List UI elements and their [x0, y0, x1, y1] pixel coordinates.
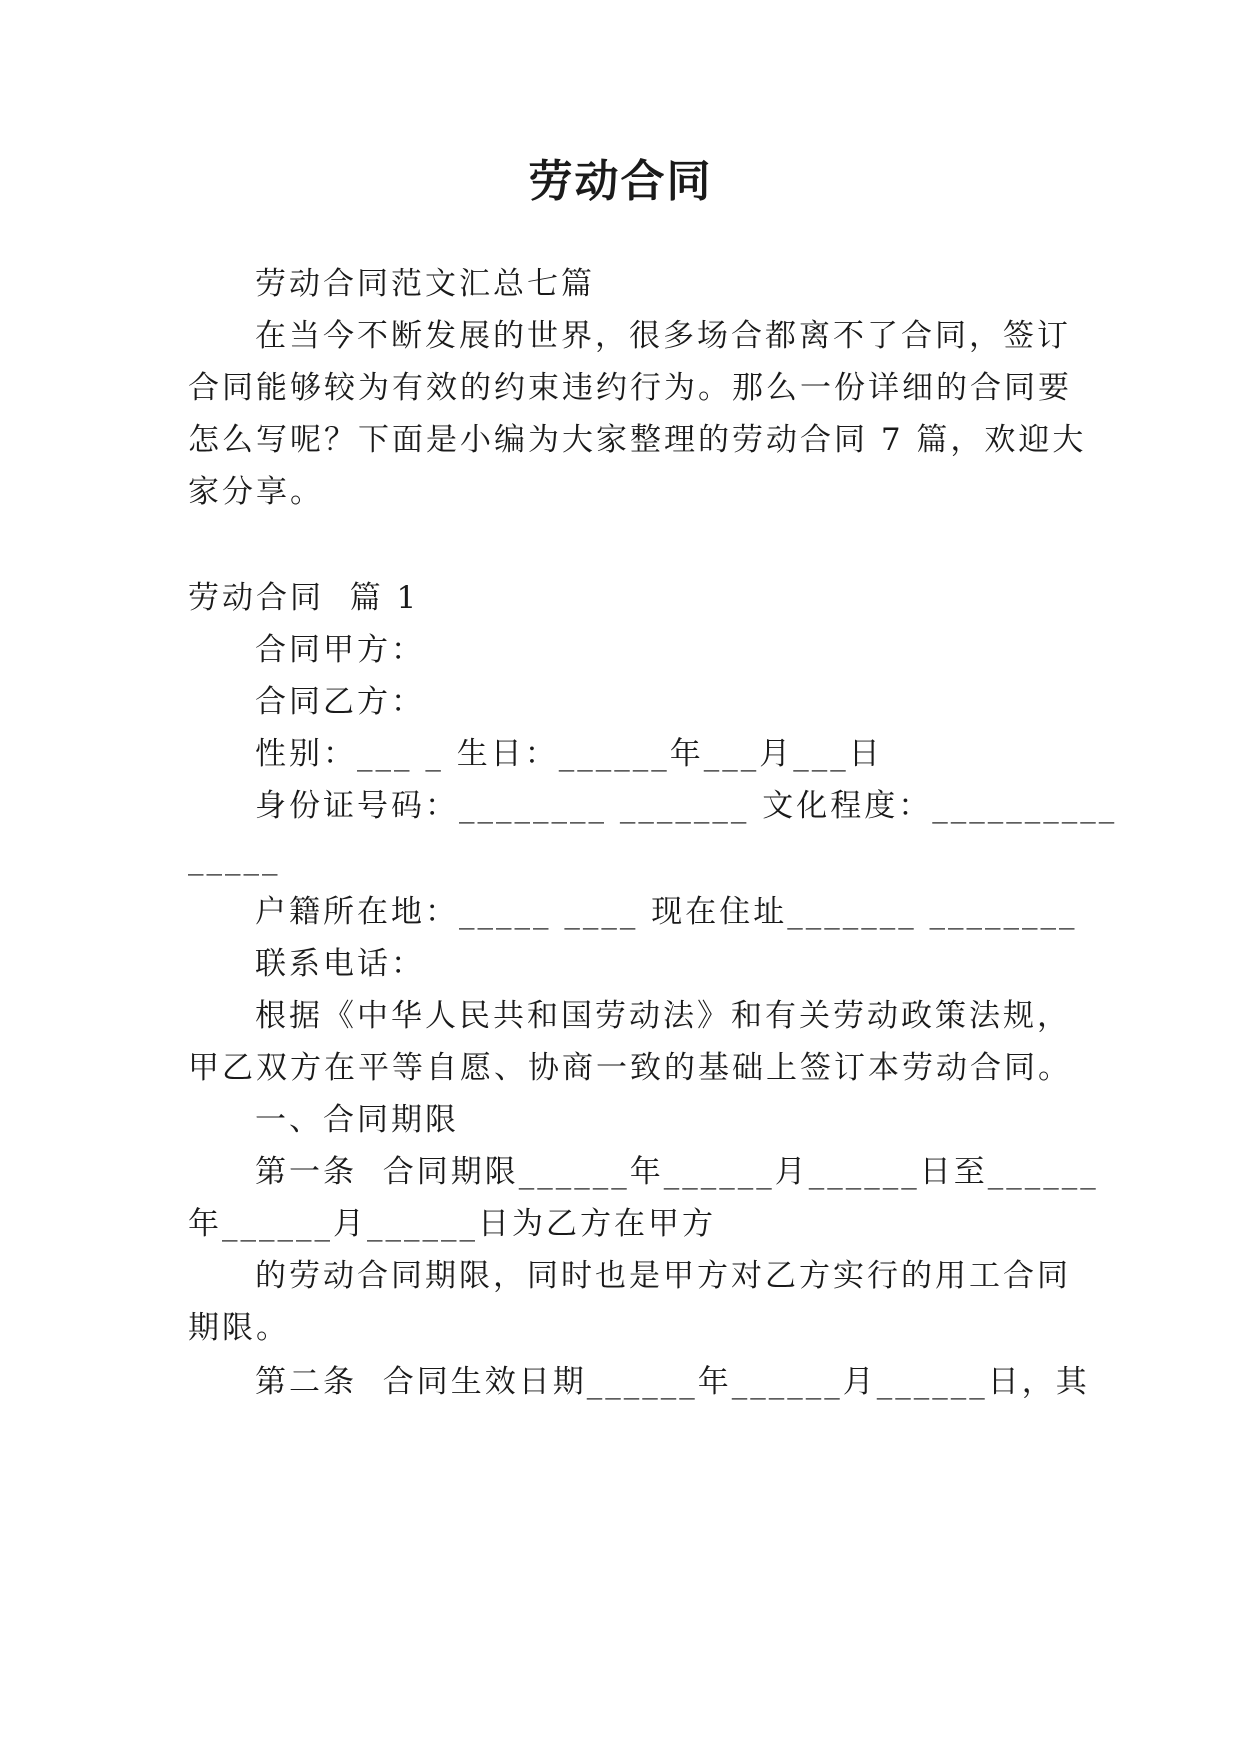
paragraph-line: 合同能够较为有效的约束违约行为。那么一份详细的合同要 [188, 370, 1072, 406]
clause-article-2: 第二条 合同生效日期______年______月______日，其 [255, 1364, 1090, 1400]
section-heading: 劳动合同 篇 1 [188, 580, 420, 616]
clause-heading: 一、合同期限 [255, 1102, 459, 1138]
paragraph-line: 的劳动合同期限，同时也是甲方对乙方实行的用工合同 [255, 1258, 1071, 1294]
address-field: 户籍所在地：_____ ____ 现在住址_______ ________ [255, 894, 1078, 930]
page-title: 劳动合同 [528, 156, 713, 207]
phone-field: 联系电话： [255, 946, 425, 982]
paragraph-line: 怎么写呢？下面是小编为大家整理的劳动合同 7 篇，欢迎大 [188, 422, 1087, 458]
clause-article-1: 第一条 合同期限______年______月______日至______ [255, 1154, 1099, 1190]
paragraph-line: 根据《中华人民共和国劳动法》和有关劳动政策法规， [255, 998, 1071, 1034]
paragraph-line: 期限。 [188, 1310, 290, 1346]
paragraph-line: 家分享。 [188, 474, 324, 510]
party-b-field: 合同乙方： [255, 684, 425, 720]
intro-heading: 劳动合同范文汇总七篇 [255, 266, 595, 302]
paragraph-line: 甲乙双方在平等自愿、协商一致的基础上签订本劳动合同。 [188, 1050, 1072, 1086]
paragraph-line: 在当今不断发展的世界，很多场合都离不了合同，签订 [255, 318, 1071, 354]
id-education-field: 身份证号码：________ _______ 文化程度：__________ [255, 788, 1118, 824]
gender-birthday-field: 性别：___ _ 生日：______年___月___日 [255, 736, 883, 772]
id-education-field-continued: _____ [188, 840, 281, 876]
clause-article-1-continued: 年______月______日为乙方在甲方 [188, 1206, 716, 1242]
party-a-field: 合同甲方： [255, 632, 425, 668]
